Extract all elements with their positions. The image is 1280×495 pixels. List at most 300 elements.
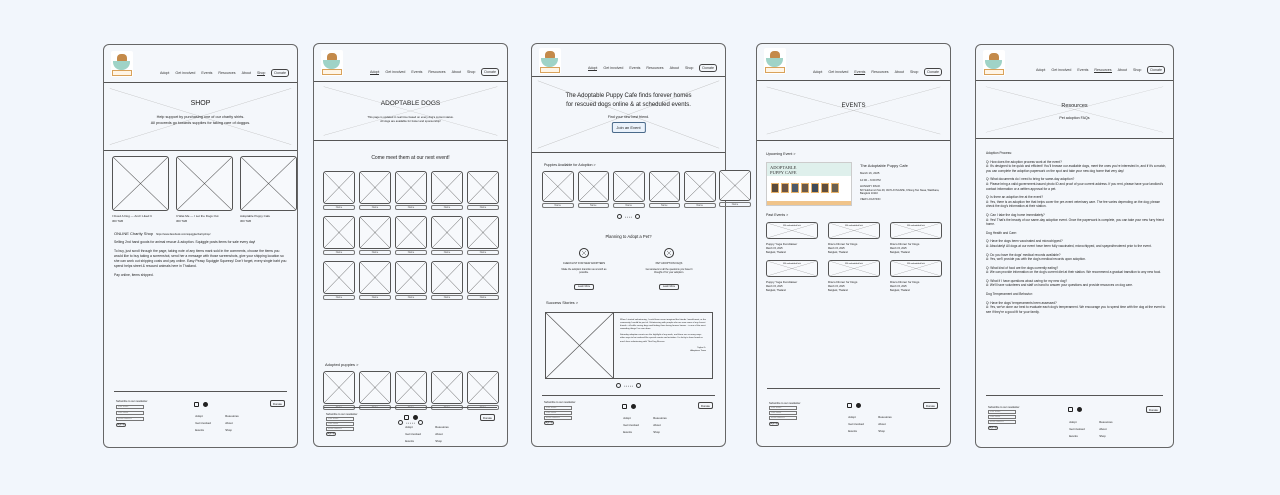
footer-donate-button[interactable]: Donate (698, 402, 713, 409)
product-price: 300 THB (176, 219, 187, 223)
placeholder-image-icon (113, 157, 168, 210)
dog-card[interactable] (395, 371, 427, 410)
nav-events[interactable]: Events (411, 70, 423, 74)
faq-answer: A: Yes! That's the beauty of our same-day adoption event. Once the paperwork is complete, you can take your new furry friend home. (986, 217, 1165, 227)
checklist-card (554, 248, 614, 292)
signup-button[interactable]: Sign up (989, 427, 997, 429)
faq-section-heading: Adoption Process: (986, 151, 1012, 155)
faq-card (639, 248, 699, 292)
shop-subtitle-2: All proceeds go towards supplies for taking care of doggos. (150, 121, 251, 125)
footer-link[interactable]: Resources (653, 416, 667, 420)
product-name[interactable]: I Fixed A Dog — And I Liked It (112, 214, 152, 218)
dog-photo[interactable] (431, 216, 463, 249)
nav-adopt[interactable]: Adopt (370, 69, 380, 74)
faq-icon (664, 248, 674, 258)
footer-link[interactable]: Get involved (195, 421, 211, 425)
shop-paragraph: Selling 2nd hand goods for animal rescue & adoption. Squiggle posts items for sale every day! (114, 240, 256, 244)
faq-answer: A: Absolutely! All dogs at our event have been fully vaccinated, microchipped, and spayed/neutered prior to the event. (986, 243, 1152, 248)
dog-photo[interactable] (395, 216, 427, 249)
adopt-page (313, 43, 508, 447)
footer-link[interactable]: Shop (878, 429, 885, 433)
available-heading[interactable]: Puppies Available for Adoption > (544, 163, 596, 167)
dog-photo[interactable] (719, 170, 751, 201)
newsletter-label: Subscribe to our newsletter (988, 406, 1020, 409)
product-card[interactable] (176, 156, 233, 223)
facebook-icon[interactable] (203, 402, 208, 407)
footer-link[interactable]: Adopt (405, 425, 413, 429)
embed-label: FB embedded link (845, 224, 863, 227)
nav-events[interactable]: Events (854, 69, 866, 74)
adopted-heading[interactable]: Adopted puppies > (325, 362, 359, 367)
faq-item (986, 195, 1168, 209)
fb-embed-placeholder[interactable] (890, 222, 942, 239)
nav-shop[interactable]: Shop (467, 70, 476, 74)
footer-link[interactable]: Get involved (1069, 427, 1085, 431)
product-image[interactable] (176, 156, 233, 211)
fb-embed-placeholder[interactable] (890, 260, 942, 277)
dog-name: Name (613, 203, 645, 208)
placeholder-image-icon (241, 157, 296, 210)
dog-card[interactable] (323, 171, 355, 210)
card-title: PET ADOPTION FAQS (655, 262, 683, 265)
learn-more-button[interactable]: Learn More (659, 284, 679, 290)
dog-card[interactable] (323, 216, 355, 255)
shop-paragraph: Pay online, items shipped. (114, 273, 154, 277)
last-name-input[interactable]: Last name (326, 422, 354, 426)
footer-link[interactable]: Shop (435, 439, 442, 443)
dog-photo[interactable] (542, 171, 574, 202)
dog-name: Name (323, 405, 355, 410)
site-logo[interactable] (321, 50, 343, 76)
next-arrow-icon[interactable] (636, 383, 641, 388)
dog-card[interactable] (613, 171, 645, 208)
dog-photo[interactable] (323, 261, 355, 294)
nav-resources[interactable]: Resources (871, 70, 889, 74)
planning-heading: Planning to Adopt a Pet? (605, 234, 652, 239)
nav-shop[interactable]: Shop (1133, 68, 1142, 72)
fb-embed-placeholder[interactable] (828, 260, 880, 277)
dog-card[interactable] (359, 171, 391, 210)
footer-link[interactable]: Resources (878, 415, 892, 419)
donate-button[interactable]: Donate (1147, 66, 1165, 74)
footer-link[interactable]: Events (405, 439, 414, 443)
footer-links (405, 425, 465, 443)
past-event-name: Disco Dinner for Dogs (828, 280, 858, 284)
dog-card[interactable] (395, 261, 427, 300)
footer-donate-button[interactable]: Donate (1146, 406, 1161, 413)
footer-link[interactable]: Get involved (623, 423, 639, 427)
dog-name: Name (431, 205, 463, 210)
footer-link[interactable]: Resources (225, 414, 239, 418)
instagram-icon[interactable] (1068, 407, 1073, 412)
dog-name: Name (323, 205, 355, 210)
dog-photo[interactable] (323, 371, 355, 404)
placeholder-image-icon (396, 372, 426, 403)
email-input[interactable]: Email address (988, 420, 1016, 424)
site-footer (767, 388, 940, 440)
upcoming-heading[interactable]: Upcoming Event > (766, 152, 796, 156)
embed-label: FB embedded link (845, 262, 863, 265)
newsletter-label: Subscribe to our newsletter (769, 402, 801, 405)
dog-photo[interactable] (431, 371, 463, 404)
fb-embed-placeholder[interactable] (766, 222, 818, 239)
last-name-input[interactable]: Last name (988, 415, 1016, 419)
event-banner[interactable] (766, 162, 852, 206)
past-event-card[interactable] (766, 222, 818, 254)
instagram-icon[interactable] (847, 403, 852, 408)
past-event-place: Bangkok, Thailand (766, 289, 786, 292)
dog-card[interactable] (323, 261, 355, 300)
past-events-heading[interactable]: Past Events > (766, 213, 789, 217)
learn-more-button[interactable]: Learn More (574, 284, 594, 290)
nav-about[interactable]: About (241, 71, 251, 75)
faq-list (986, 151, 1168, 318)
past-event-place: Bangkok, Thailand (828, 251, 848, 254)
adopt-subtitle: This page is updated in real time based on every dog's current status. (367, 115, 454, 119)
faq-answer: A: Yes, we've done our best to evaluate each dog's temperament. We encourage you to spend time with the dog at the event to see if they're a good fit for your family. (986, 305, 1166, 314)
site-logo[interactable] (983, 50, 1005, 76)
first-name-input[interactable]: First name (769, 406, 797, 410)
footer-donate-button[interactable]: Donate (923, 402, 938, 409)
nav-resources[interactable]: Resources (1094, 67, 1112, 72)
placeholder-image-icon (650, 172, 680, 201)
footer-link[interactable]: Shop (653, 430, 660, 434)
signup-button[interactable]: Sign up (545, 422, 553, 424)
nav-about[interactable]: About (894, 70, 904, 74)
dog-name: Name (719, 202, 751, 207)
faq-answer: A: Please bring a valid government-issued photo ID and proof of your current address. If you rent, please have your landlord's contact information or a written approval for a pet. (986, 181, 1164, 191)
site-logo[interactable] (111, 51, 133, 77)
prev-arrow-icon[interactable] (617, 214, 622, 219)
shop-subtitle: Help support by purchasing one of our charity shirts. (156, 115, 245, 119)
nav-get-involved[interactable]: Get involved (828, 70, 849, 74)
facebook-icon[interactable] (631, 404, 636, 409)
footer-link[interactable]: Adopt (848, 415, 856, 419)
footer-link[interactable]: Events (848, 429, 857, 433)
footer-link[interactable]: Events (623, 430, 632, 434)
dog-name: Name (395, 295, 427, 300)
dog-card[interactable] (649, 171, 681, 208)
main-nav (588, 64, 717, 72)
dog-photo[interactable] (467, 216, 499, 249)
footer-link[interactable]: Adopt (195, 414, 203, 418)
last-name-input[interactable]: Last name (769, 411, 797, 415)
dog-name: Name (431, 405, 463, 410)
placeholder-image-icon (757, 81, 950, 140)
nav-get-involved[interactable]: Get involved (603, 66, 624, 70)
faq-item (986, 213, 1168, 227)
dog-name: Name (684, 203, 716, 208)
footer-link[interactable]: Get involved (848, 422, 864, 426)
site-header (532, 44, 725, 77)
event-venue: HUNGRY PACK (860, 184, 881, 188)
past-event-place: Bangkok, Thailand (828, 289, 848, 292)
dog-photo[interactable] (359, 261, 391, 294)
dog-photo[interactable] (578, 171, 610, 202)
dog-photo[interactable] (359, 171, 391, 204)
product-image[interactable] (112, 156, 169, 211)
site-logo[interactable] (539, 48, 561, 74)
stories-heading[interactable]: Success Stories > (546, 300, 579, 305)
past-event-card[interactable] (828, 222, 880, 254)
footer-donate-button[interactable]: Donate (480, 414, 495, 421)
placeholder-image-icon (468, 172, 498, 203)
dog-photo[interactable] (467, 371, 499, 404)
donate-button[interactable]: Donate (699, 64, 717, 72)
nav-resources[interactable]: Resources (646, 66, 664, 70)
placeholder-image-icon (324, 372, 354, 403)
footer-link[interactable]: About (225, 421, 233, 425)
site-logo[interactable] (764, 48, 786, 74)
dog-card[interactable] (359, 261, 391, 300)
dog-card[interactable] (359, 216, 391, 255)
dog-photo[interactable] (323, 216, 355, 249)
events-hero (757, 81, 950, 141)
banner-title: ADOPTABLE PUPPY CAFE (770, 165, 797, 175)
nav-events[interactable]: Events (201, 71, 213, 75)
product-name[interactable]: Adoptable Puppy Cafe (240, 214, 271, 218)
instagram-icon[interactable] (404, 415, 409, 420)
last-name-input[interactable]: Last name (544, 411, 572, 415)
faq-answer: A: We can provide information on the dog's current diet at their station. We recommend a gradual transition to any new food. (986, 270, 1162, 275)
placeholder-image-icon (468, 217, 498, 248)
faq-item (986, 301, 1168, 315)
shop-page (103, 44, 298, 448)
resources-hero (976, 81, 1173, 139)
product-card[interactable] (112, 156, 169, 223)
dog-name: Name (467, 405, 499, 410)
placeholder-image-icon (314, 82, 507, 140)
nav-resources[interactable]: Resources (218, 71, 236, 75)
footer-link[interactable]: About (878, 422, 886, 426)
page-title: ADOPTABLE DOGS (380, 100, 441, 107)
donate-button[interactable]: Donate (924, 68, 942, 76)
past-event-place: Bangkok, Thailand (766, 251, 786, 254)
facebook-icon[interactable] (413, 415, 418, 420)
footer-link[interactable]: About (653, 423, 661, 427)
dog-grid (323, 171, 499, 300)
nav-about[interactable]: About (669, 66, 679, 70)
email-input[interactable]: Email address (326, 427, 354, 431)
footer-links (195, 414, 255, 432)
embed-label: FB embedded link (783, 262, 801, 265)
hero-heading-2: for rescued dogs online & at scheduled events. (566, 102, 691, 108)
dog-name: Name (395, 250, 427, 255)
shop-hero (104, 83, 297, 151)
faq-item (986, 266, 1168, 275)
placeholder-image-icon (685, 172, 715, 201)
footer-donate-button[interactable]: Donate (270, 400, 285, 407)
dog-photo[interactable] (431, 171, 463, 204)
dog-card[interactable] (578, 171, 610, 208)
placeholder-image-icon (360, 217, 390, 248)
dog-name: Name (431, 250, 463, 255)
facebook-icon[interactable] (856, 403, 861, 408)
nav-shop[interactable]: Shop (257, 70, 266, 75)
dog-photo[interactable] (323, 171, 355, 204)
dog-photo[interactable] (467, 171, 499, 204)
footer-link[interactable]: Events (1069, 434, 1078, 438)
footer-link[interactable]: Get involved (405, 432, 421, 436)
resources-page (975, 44, 1174, 448)
footer-link[interactable]: Events (195, 428, 204, 432)
past-event-name: Disco Dinner for Dogs (890, 242, 920, 246)
dog-name: Name (467, 205, 499, 210)
footer-link[interactable]: About (1099, 427, 1107, 431)
home-page (531, 43, 726, 447)
faq-question: Q: Do you have the dogs' medical records available? (986, 252, 1061, 257)
product-card[interactable] (240, 156, 297, 223)
story-paragraph: Saturday adoption events are the highlight of my week, and there are so many ways other ways to be involved like special events and activities. I'm lucky to have found so much love volunteering with Thai Dog Rescue. (620, 334, 703, 343)
dog-card[interactable] (431, 261, 463, 300)
facebook-icon[interactable] (1077, 407, 1082, 412)
signup-button[interactable]: Sign up (117, 424, 125, 426)
placeholder-image-icon (360, 372, 390, 403)
nav-adopt[interactable]: Adopt (813, 70, 823, 74)
past-event-card[interactable] (828, 260, 880, 292)
product-name[interactable]: It Was Me — I Let the Dogs Out (176, 214, 219, 218)
dog-card[interactable] (542, 171, 574, 208)
dog-card[interactable] (431, 171, 463, 210)
nav-get-involved[interactable]: Get involved (1051, 68, 1072, 72)
dog-photo[interactable] (467, 261, 499, 294)
main-nav (813, 68, 942, 76)
nav-resources[interactable]: Resources (428, 70, 446, 74)
dog-name: Name (323, 250, 355, 255)
instagram-icon[interactable] (194, 402, 199, 407)
dog-card[interactable] (467, 261, 499, 300)
site-footer (986, 395, 1163, 441)
dog-card[interactable] (395, 171, 427, 210)
dog-name: Name (359, 405, 391, 410)
dog-card[interactable] (719, 170, 751, 207)
product-image[interactable] (240, 156, 297, 211)
past-event-card[interactable] (766, 260, 818, 292)
past-event-card[interactable] (890, 260, 942, 292)
dog-card[interactable] (395, 216, 427, 255)
nav-about[interactable]: About (451, 70, 461, 74)
dog-card[interactable] (431, 371, 463, 410)
footer-link[interactable]: Resources (435, 425, 449, 429)
nav-get-involved[interactable]: Get involved (385, 70, 406, 74)
fb-embed-placeholder[interactable] (766, 260, 818, 277)
first-name-input[interactable]: First name (116, 405, 144, 409)
dog-card[interactable] (467, 171, 499, 210)
site-header (104, 45, 297, 83)
join-event-button[interactable]: Join an Event (611, 122, 645, 133)
nav-about[interactable]: About (1117, 68, 1127, 72)
site-footer (542, 395, 715, 440)
past-event-card[interactable] (890, 222, 942, 254)
footer-link[interactable]: About (435, 432, 443, 436)
nav-get-involved[interactable]: Get involved (175, 71, 196, 75)
dog-photo[interactable] (613, 171, 645, 202)
next-arrow-icon[interactable] (635, 214, 640, 219)
online-shop-link[interactable]: https://www.facebook.com/squigglecharityshop/ (155, 233, 211, 236)
footer-link[interactable]: Shop (1099, 434, 1106, 438)
dog-photo[interactable] (395, 371, 427, 404)
first-name-input[interactable]: First name (544, 406, 572, 410)
placeholder-image-icon (360, 262, 390, 293)
nav-adopt[interactable]: Adopt (1036, 68, 1046, 72)
first-name-input[interactable]: First name (326, 417, 354, 421)
footer-links (623, 416, 683, 434)
carousel-pager: • • • • (532, 214, 725, 219)
faq-question: Q: Is there an adoption fee at the event? (986, 195, 1044, 200)
embed-label: FB embedded link (907, 262, 925, 265)
view-location-link[interactable]: VIEW LOCATION (860, 197, 881, 201)
signup-button[interactable]: Sign up (327, 433, 335, 435)
email-input[interactable]: Email address (116, 417, 144, 421)
donate-button[interactable]: Donate (481, 68, 499, 76)
first-name-input[interactable]: First name (988, 410, 1016, 414)
nav-adopt[interactable]: Adopt (160, 71, 170, 75)
email-input[interactable]: Email address (544, 416, 572, 420)
nav-adopt[interactable]: Adopt (588, 65, 598, 70)
placeholder-image-icon (976, 81, 1173, 138)
past-event-date: March 15, 2025 (890, 285, 907, 288)
prev-arrow-icon[interactable] (616, 383, 621, 388)
nav-shop[interactable]: Shop (685, 66, 694, 70)
placeholder-image-icon (360, 172, 390, 203)
dog-photo[interactable] (395, 261, 427, 294)
dog-photo[interactable] (649, 171, 681, 202)
past-event-date: March 15, 2025 (828, 247, 845, 250)
signup-button[interactable]: Sign up (770, 423, 778, 425)
faq-question: Q: How does the adoption process work at the event? (986, 159, 1062, 164)
newsletter-label: Subscribe to our newsletter (326, 413, 358, 416)
adopt-subtitle-2: All dogs are available for foster and sponsorship! (380, 119, 441, 123)
dog-card[interactable] (323, 371, 355, 410)
nav-events[interactable]: Events (629, 66, 641, 70)
dog-photo[interactable] (359, 216, 391, 249)
placeholder-image-icon (468, 372, 498, 403)
dog-card[interactable] (684, 171, 716, 208)
site-footer (114, 391, 287, 441)
fb-embed-placeholder[interactable] (828, 222, 880, 239)
dog-card[interactable] (359, 371, 391, 410)
dog-photo[interactable] (431, 261, 463, 294)
instagram-icon[interactable] (622, 404, 627, 409)
adopt-hero (314, 82, 507, 141)
dog-card[interactable] (431, 216, 463, 255)
footer-link[interactable]: Adopt (623, 416, 631, 420)
dog-name: Name (578, 203, 610, 208)
card-title: CHECKLIST FOR NEW ADOPTERS (562, 262, 606, 265)
main-nav (160, 69, 289, 77)
footer-link[interactable]: Adopt (1069, 420, 1077, 424)
donate-button[interactable]: Donate (271, 69, 289, 77)
placeholder-image-icon (432, 172, 462, 203)
dog-name: Name (323, 295, 355, 300)
placeholder-image-icon (396, 217, 426, 248)
past-event-date: March 15, 2025 (766, 247, 783, 250)
last-name-input[interactable]: Last name (116, 411, 144, 415)
available-carousel (542, 171, 716, 208)
checklist-icon (579, 248, 589, 258)
dog-photo[interactable] (684, 171, 716, 202)
dog-card[interactable] (467, 216, 499, 255)
footer-link[interactable]: Shop (225, 428, 232, 432)
dog-photo[interactable] (359, 371, 391, 404)
nav-events[interactable]: Events (1077, 68, 1089, 72)
email-input[interactable]: Email address (769, 416, 797, 420)
dog-photo[interactable] (395, 171, 427, 204)
footer-link[interactable]: Resources (1099, 420, 1113, 424)
nav-shop[interactable]: Shop (910, 70, 919, 74)
dog-card[interactable] (467, 371, 499, 410)
events-page (756, 43, 951, 447)
